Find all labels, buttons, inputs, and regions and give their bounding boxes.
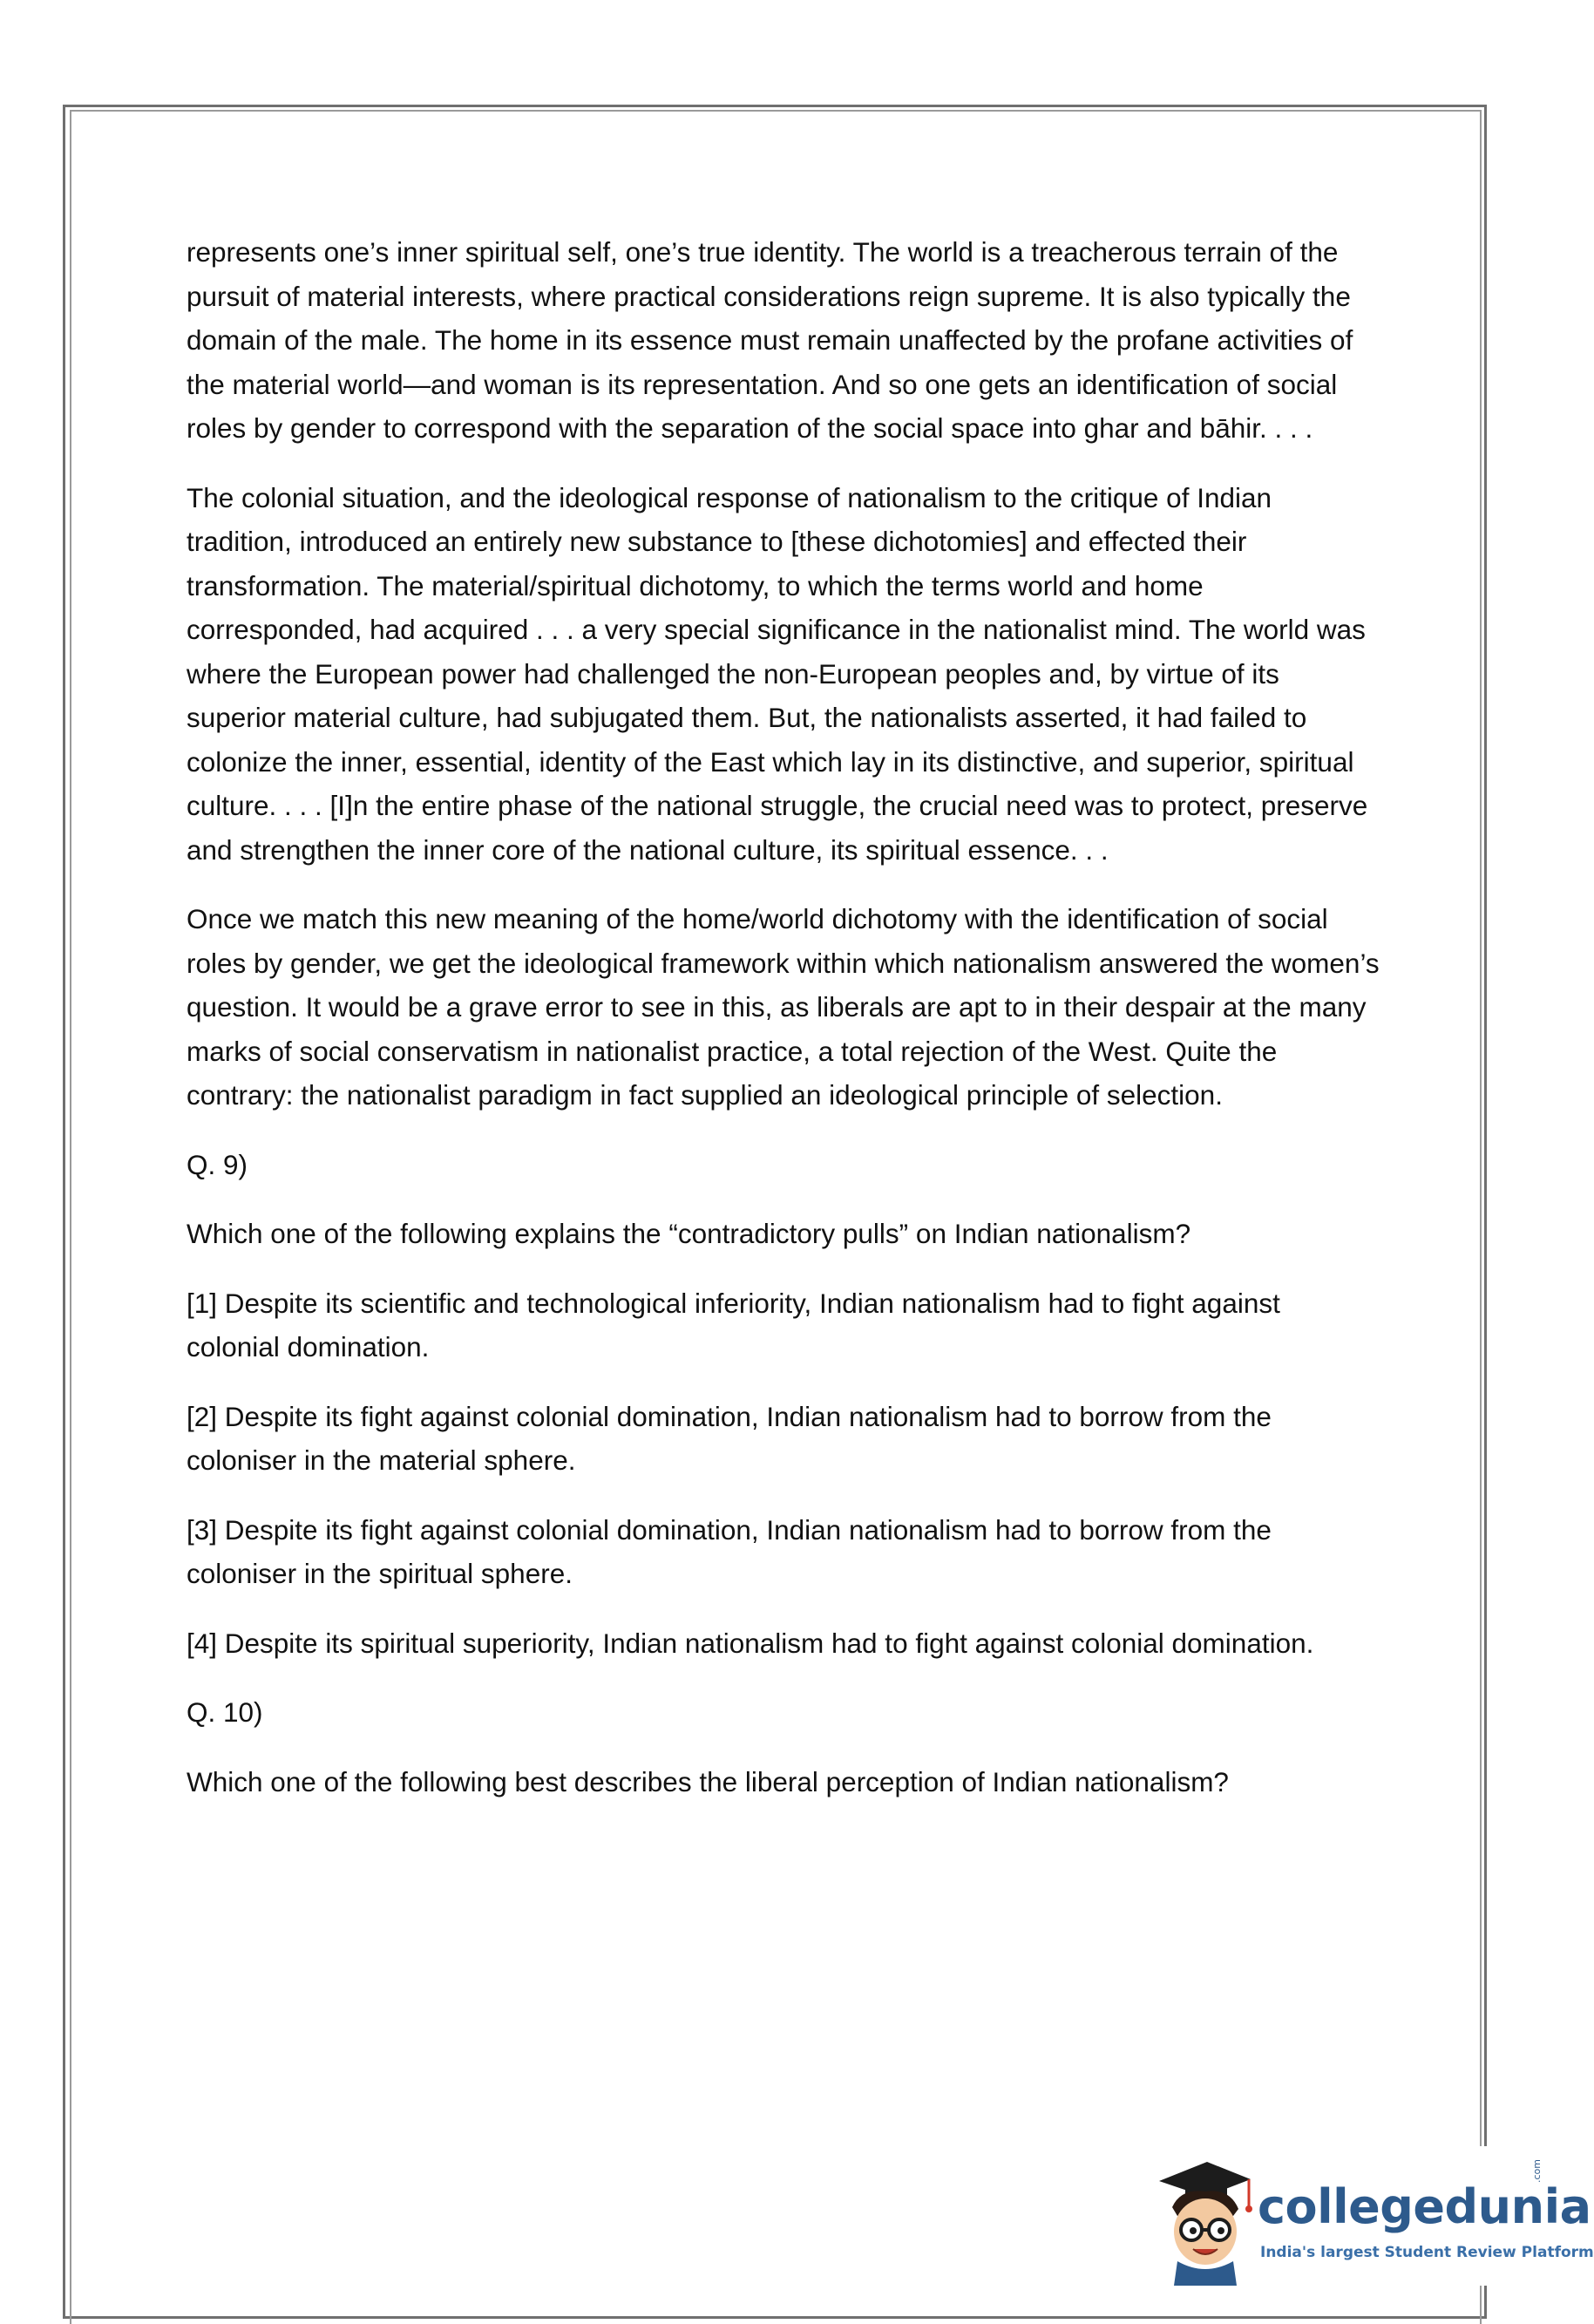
question-10-label: Q. 10) — [187, 1696, 263, 1728]
question-9-text: Which one of the following explains the “contradictory pulls” on Indian nationalism? — [187, 1218, 1191, 1249]
passage-paragraph-2: The colonial situation, and the ideological response of nationalism to the critique of Indian tradition, introduced an entirely new substance to [these dichotomies] and effected their transformation. The material/spiritual dichotomy, to which the terms world and home corresponded, had acquired . . . a very special significance in the nationalist mind. The world was where the European power had challenged the non-European peoples and, by virtue of its superior material culture, had subjugated them. But, the nationalists asserted, it had failed to colonize the inner, essential, identity of the East which lay in its distinctive, and superior, spiritual culture. . . . [I]n the entire phase of the national struggle, the crucial need was to protect, preserve and strengthen the inner core of the national culture, its spiritual essence. . . — [187, 481, 1368, 866]
question-9-option-3: [3] Despite its fight against colonial domination, Indian nationalism had to borrow from the coloniser in the spiritual sphere. — [187, 1513, 1272, 1589]
logo-tagline: India's largest Student Review Platform — [1260, 2244, 1594, 2261]
logo-wordmark: collegedunia — [1258, 2179, 1591, 2234]
passage-paragraph-3: Once we match this new meaning of the home/world dichotomy with the identification of social roles by gender, we get the ideological framework within which nationalism answered the women’s question. It would be a grave error to see in this, as liberals are apt to in their despair at the many marks of social conservatism in nationalist practice, a total rejection of the West. Quite the contrary: the nationalist paradigm in fact supplied an ideological principle of selection. — [187, 903, 1380, 1111]
question-9-option-2: [2] Despite its fight against colonial domination, Indian nationalism had to borrow from the coloniser in the material sphere. — [187, 1400, 1272, 1476]
question-9-label: Q. 9) — [187, 1148, 248, 1180]
question-9-option-4: [4] Despite its spiritual superiority, Indian nationalism had to fight against colonial domination. — [187, 1627, 1314, 1659]
question-10-text: Which one of the following best describes the liberal perception of Indian nationalism? — [187, 1765, 1229, 1797]
passage-paragraph-1: represents one’s inner spiritual self, one’s true identity. The world is a treacherous terrain of the pursuit of material interests, where practical considerations reign supreme. It is also typically the domain of the male. The home in its essence must remain unaffected by the profane activities of the material world—and woman is its representation. And so one gets an identification of social roles by gender to correspond with the separation of the social space into ghar and bāhir. . . . — [187, 236, 1353, 444]
document-body — [187, 230, 1380, 1829]
logo-domain-suffix: .com — [1531, 2159, 1543, 2183]
collegedunia-logo — [1146, 2146, 1594, 2286]
student-mascot-icon — [1146, 2146, 1259, 2286]
question-9-option-1: [1] Despite its scientific and technological inferiority, Indian nationalism had to fight against colonial domination. — [187, 1287, 1280, 1362]
